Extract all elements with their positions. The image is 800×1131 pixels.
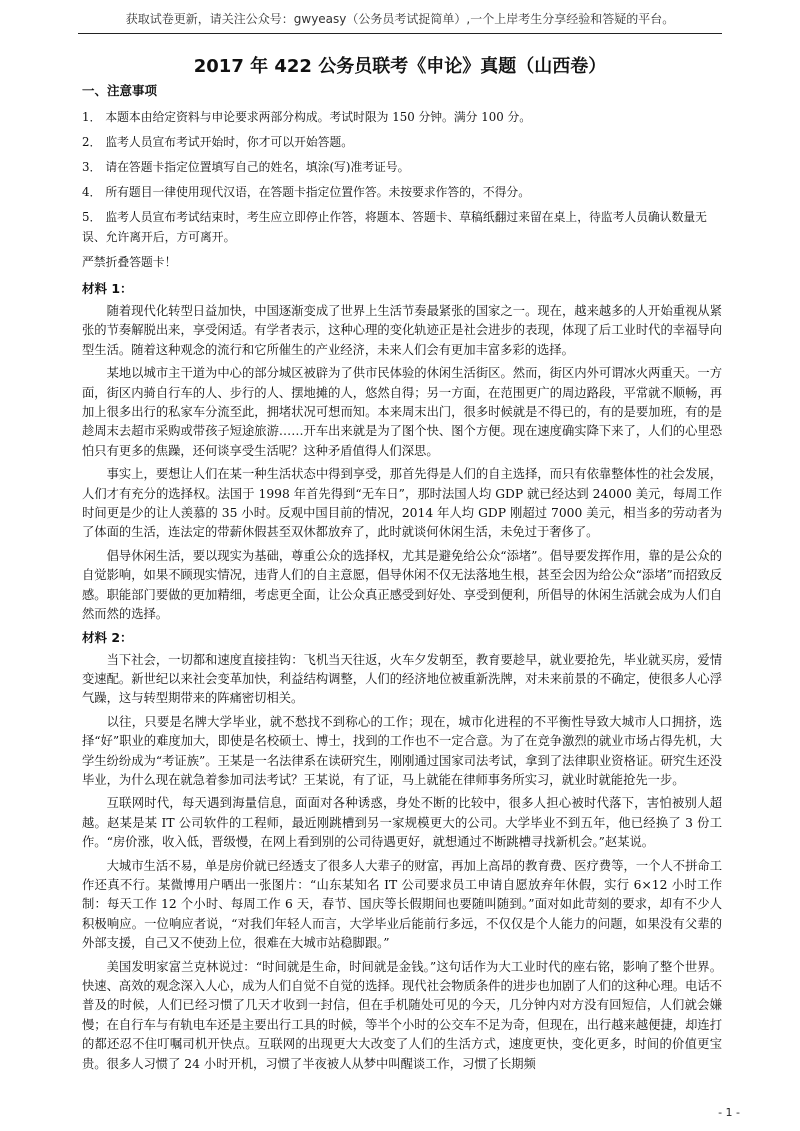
notice-item (82, 207, 722, 247)
strict-warning: 严禁折叠答题卡！ (82, 255, 177, 269)
notice-item-text: 所有题目一律使用现代汉语，在答题卡指定位置作答。未按要求作答的，不得分。 (105, 185, 531, 199)
material-1-heading: 材料 1： (82, 281, 133, 296)
material-2-paragraph: 互联网时代，每天遇到海量信息，面面对各种诱惑，身处不断的比较中，很多人担心被时代落下，害怕被别人超越。赵某是某 IT 公司软件的工程师，最近刚跳槽到另一家规模更大的公司。大学毕业不到五年，他已经换了 3 份工作。“房价涨，收入低，晋级慢，在网上看到别的公司待遇更好，就想通过不断跳槽寻找新机会。”赵某说。 (82, 796, 722, 850)
material-1-paragraph: 随着现代化转型日益加快，中国逐渐变成了世界上生活节奏最紧张的国家之一。现在，越来越多的人开始重视从紧张的节奏解脱出来，享受闲适。有学者表示，这种心理的变化轨迹正是社会进步的表现，体现了后工业时代的幸福导向型生活。随着这种观念的流行和它所催生的产业经济，未来人们会有更加丰富多彩的选择。 (82, 304, 722, 357)
notice-item-number: 2． (82, 135, 102, 149)
document-body (82, 82, 722, 1078)
header-note: 获取试卷更新，请关注公众号：gwyeasy（公务员考试捉简单）,一个上岸考生分享经验和答疑的平台。 (125, 12, 675, 26)
notice-item-number: 4． (82, 185, 102, 199)
header-divider (78, 33, 722, 34)
notice-item (82, 132, 722, 152)
notice-item-number: 1． (82, 110, 102, 124)
material-2-paragraph: 美国发明家富兰克林说过：“时间就是生命，时间就是金钱。”这句话作为大工业时代的座右铭，影响了整个世界。快速、高效的观念深入人心，成为人们自觉不自觉的选择。现代社会物质条件的进步也加剧了人们的这种心理。电话不普及的时候，人们已经习惯了几天才收到一封信，但在手机随处可见的今天，几分钟内对方没有回短信，人们就会嫌慢；在自行车与有轨电车还是主要出行工具的时候，等半个小时的公交车不足为奇，但现在，出行越来越便捷，却连打的都还忍不住叮嘱司机开快点。互联网的出现更大大改变了人们的生活方式，速度更快，变化更多，时间的价值更宝贵。很多人习惯了 24 小时开机，习惯了半夜被人从梦中叫醒谈工作，习惯了长期频 (82, 959, 722, 1071)
notice-item (82, 157, 722, 177)
material-2-paragraph: 当下社会，一切都和速度直接挂钩：飞机当天往返，火车夕发朝至，教育要趁早，就业要抢先，毕业就买房，爱情变速配。新世纪以来社会变革加快，利益结构调整，人们的经济地位被重新洗牌，对未来前景的不确定，使很多人心浮气躁，这与转型期带来的阵痛密切相关。 (82, 652, 722, 706)
material-2-paragraph: 大城市生活不易，单是房价就已经透支了很多人大辈子的财富，再加上高昂的教育费、医疗费等，一个人不拼命工作还真不行。某微博用户晒出一张图片：“山东某知名 IT 公司要求员工申请自愿放弃年休假，实行 6×12 小时工作制：每天工作 12 个小时、每周工作 6 天，春节、国庆等长假期间也要随叫随到。”面对如此苛刻的要求，却有不少人积极响应。一位响应者说，“对我们年轻人而言，大学毕业后能前行多远，不仅仅是个人能力的问题，如果没有父辈的外部支援，自己又不使劲上位，很难在大城市站稳脚跟。” (82, 858, 722, 951)
material-2-paragraph: 以往，只要是名牌大学毕业，就不愁找不到称心的工作；现在，城市化进程的不平衡性导致大城市人口拥挤，选择“好”职业的难度加大，即使是名校硕士、博士，找到的工作也不一定合意。为了在竞争激烈的就业市场占得先机，大学生纷纷成为“考证族”。王某是一名法律系在读研究生，刚刚通过国家司法考试，拿到了法律职业资格证。研究生还没毕业，为什么现在就急着参加司法考试？王某说，有了证，马上就能在律师事务所实习，就业时就能抢先一步。 (82, 714, 722, 787)
notice-item-text: 监考人员宣布考试结束时，考生应立即停止作答，将题本、答题卡、草稿纸翻过来留在桌上，待监考人员确认数量无误、允许离开后，方可离开。 (82, 210, 707, 244)
page-title: 2017 年 422 公务员联考《申论》真题（山西卷） (193, 56, 607, 77)
notice-list (82, 107, 722, 247)
notice-heading: 一、注意事项 (82, 83, 158, 98)
material-1-paragraph: 倡导休闲生活，要以现实为基础，尊重公众的选择权，尤其是避免给公众“添堵”。倡导要发挥作用，靠的是公众的自觉影响，如果不顾现实情况，违背人们的自主意愿，倡导休闲不仅无法落地生根，甚至会因为给公众“添堵”而招致反感。职能部门要做的更加精细，考虑更全面，让公众真正感受到好处、享受到便利，所倡导的休闲生活就会成为人们自然而然的选择。 (82, 548, 722, 622)
notice-item (82, 107, 722, 127)
material-1-paragraph: 某地以城市主干道为中心的部分城区被辟为了供市民体验的休闲生活街区。然而，街区内外可谓冰火两重天。一方面，街区内骑自行车的人、步行的人、摆地摊的人，悠然自得；另一方面，在范围更广的周边路段，平常就不顺畅，再加上很多出行的私家车分流至此，拥堵状况可想而知。本来周末出门，很多时候就是不得已的，有的是要加班，有的是趁周末去超市采购或带孩子短途旅游……开车出来就是为了图个快、图个方便。现在速度确实降下来了，人们的心里恐怕只有更多的焦躁，还何谈享受生活呢？这种矛盾值得人们深思。 (82, 366, 722, 458)
notice-item-text: 请在答题卡指定位置填写自己的姓名，填涂(写)准考证号。 (105, 160, 410, 174)
material-1-paragraph: 事实上，要想让人们在某一种生活状态中得到享受，那首先得是人们的自主选择，而只有依靠整体性的社会发展，人们才有充分的选择权。法国于 1998 年首先得到“无车日”，那时法国人均 GDP 就已经达到 24000 美元，每周工作时间更是少的让人羡慕的 35 小时。反观中国目前的情况，2014 年人均 GDP 刚超过 7000 美元，相当多的劳动者为了体面的生活，连法定的带薪休假甚至双休都放弃了，此时就谈何休闲生活，未免过于奢侈了。 (82, 467, 722, 540)
material-2-heading: 材料 2： (82, 629, 133, 645)
notice-item-text: 本题本由给定资料与申论要求两部分构成。考试时限为 150 分钟。满分 100 分。 (105, 110, 532, 124)
notice-item (82, 182, 722, 202)
notice-item-number: 5． (82, 210, 102, 224)
page-number: - 1 - (718, 1106, 740, 1119)
notice-item-number: 3． (82, 160, 102, 174)
notice-item-text: 监考人员宣布考试开始时，你才可以开始答题。 (105, 135, 354, 149)
